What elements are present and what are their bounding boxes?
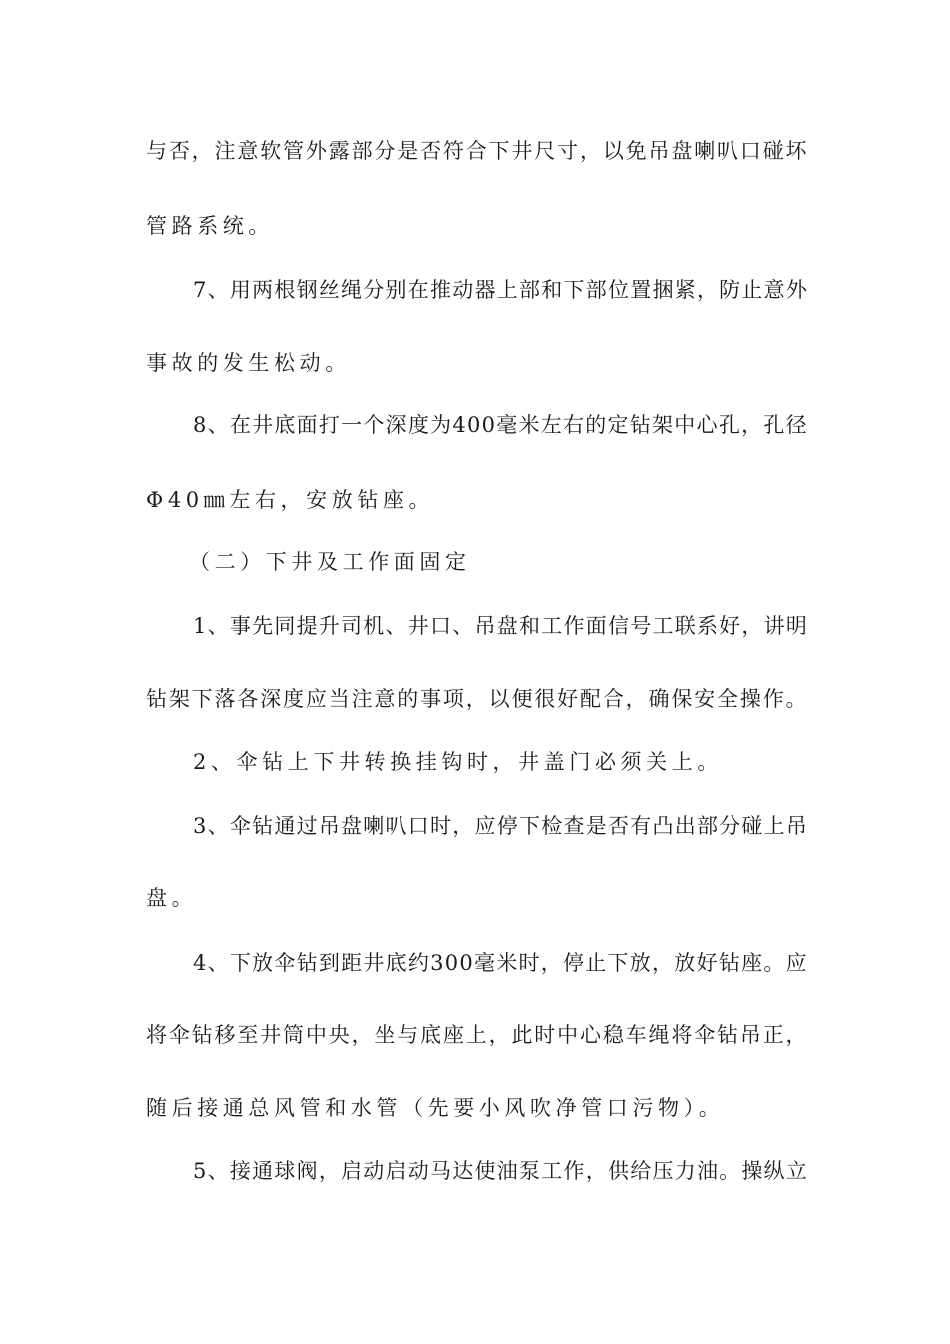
text-line-13: 4、下放伞钻到距井底约300毫米时，停止下放，放好钻座。应 <box>193 951 808 975</box>
text-line-11: 3、伞钻通过吊盘喇叭口时，应停下检查是否有凸出部分碰上吊 <box>193 814 809 838</box>
text-line-2: 管路系统。 <box>146 214 274 238</box>
section-heading: （二）下井及工作面固定 <box>189 550 471 574</box>
text-line-8: 1、事先同提升司机、井口、吊盘和工作面信号工联系好，讲明 <box>193 614 809 638</box>
text-line-6: Φ40㎜左右，安放钻座。 <box>146 488 435 512</box>
text-line-14: 将伞钻移至井筒中央，坐与底座上，此时中心稳车绳将伞钻吊正， <box>146 1023 809 1047</box>
text-line-15: 随后接通总风管和水管（先要小风吹净管口污物）。 <box>146 1096 725 1120</box>
text-line-12: 盘。 <box>146 886 198 910</box>
text-line-3: 7、用两根钢丝绳分别在推动器上部和下部位置捆紧，防止意外 <box>193 278 809 302</box>
text-line-9: 钻架下落各深度应当注意的事项，以便很好配合，确保安全操作。 <box>146 687 809 711</box>
text-line-1: 与否，注意软管外露部分是否符合下井尺寸，以免吊盘喇叭口碰坏 <box>146 139 809 163</box>
text-line-4: 事故的发生松动。 <box>146 351 351 375</box>
text-line-5: 8、在井底面打一个深度为400毫米左右的定钻架中心孔，孔径 <box>193 413 808 437</box>
text-line-10: 2、伞钻上下井转换挂钩时，井盖门必须关上。 <box>193 750 723 774</box>
text-line-16: 5、接通球阀，启动启动马达使油泵工作，供给压力油。操纵立 <box>193 1159 809 1183</box>
